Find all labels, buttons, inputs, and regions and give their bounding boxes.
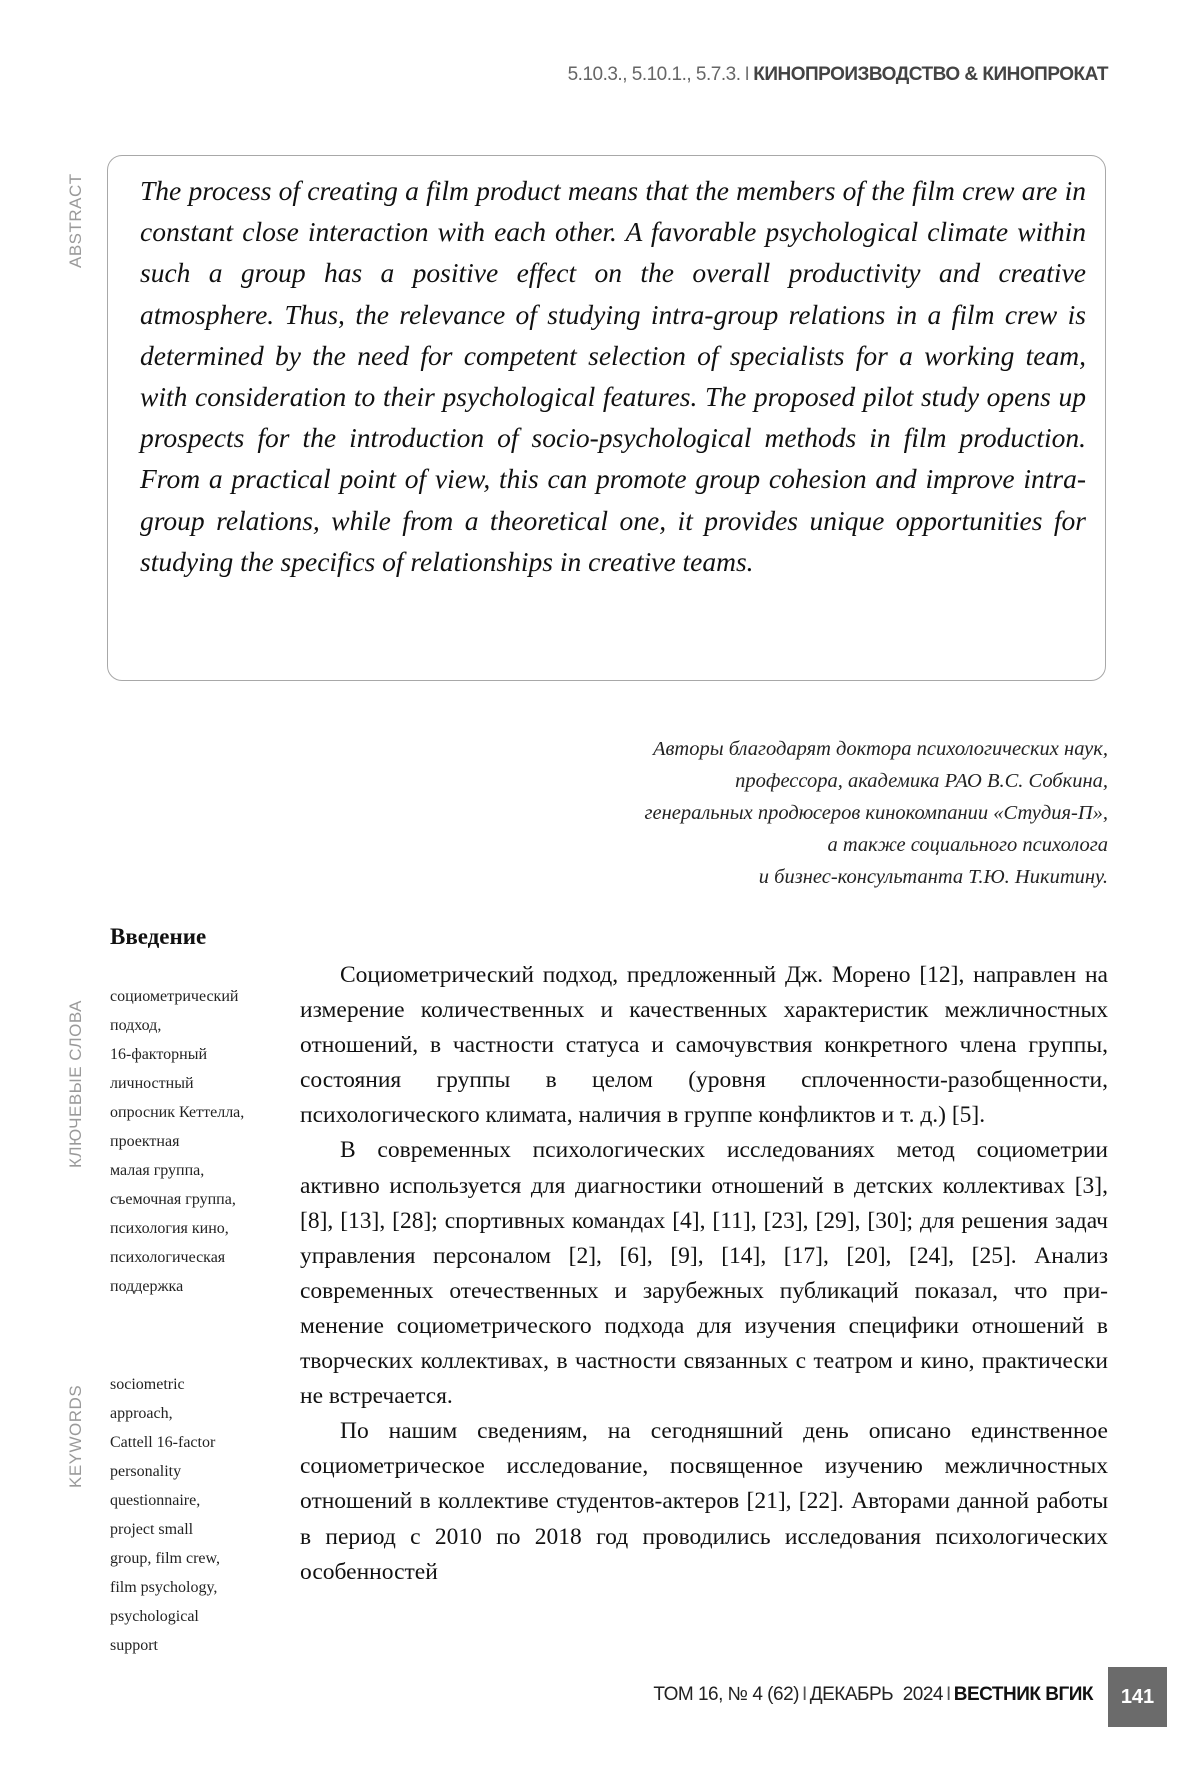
keywords-ru-side-label: КЛЮЧЕВЫЕ СЛОВА	[66, 1000, 85, 1168]
subject-codes: 5.10.3., 5.10.1., 5.7.3.	[567, 64, 741, 85]
section-title: КИНОПРОИЗВОДСТВО & КИНОПРОКАТ	[753, 64, 1108, 85]
keyword-line: group, film crew,	[110, 1550, 221, 1567]
keyword-line: support	[110, 1637, 158, 1654]
acknowledgment-line: профессора, академика РАО В.С. Собкина,	[735, 770, 1108, 792]
running-footer	[653, 1684, 1093, 1706]
keywords-ru-list	[110, 982, 290, 1301]
volume-issue: ТОМ 16, № 4 (62)	[653, 1684, 799, 1705]
keyword-line: психология кино,	[110, 1220, 229, 1237]
acknowledgment-line: генеральных продюсеров кинокомпании «Студия-П»,	[644, 802, 1108, 824]
acknowledgment	[644, 733, 1108, 893]
acknowledgment-line: и бизнес-консультанта Т.Ю. Никитину.	[758, 866, 1108, 888]
keyword-line: личностный	[110, 1075, 194, 1092]
keyword-line: подход,	[110, 1017, 162, 1034]
keyword-line: поддержка	[110, 1278, 184, 1295]
keywords-en-list	[110, 1370, 290, 1660]
acknowledgment-line: а также социального психолога	[827, 834, 1108, 856]
keyword-line: approach,	[110, 1405, 173, 1422]
abstract-text: The process of creating a film product means that the members of the film crew are in constant close interaction with each other. A favorable psychological climate within such a group has a positive effect on the overall productivity and creative atmosphere. Thus, the relevance of studying intra-group relations in a film crew is determined by the need for competent selection of specialists for a working team, with consideration to their psychological features. The proposed pilot study opens up prospects for the introduction of socio-psychological methods in film production. From a practical point of view, this can promote group cohesion and improve intra-group relations, while from a theoretical one, it provides unique opportunities for studying the specifics of relationships in creative teams.	[140, 175, 1086, 577]
keyword-line: film psychology,	[110, 1579, 218, 1596]
keywords-en-side-label: KEYWORDS	[66, 1384, 85, 1488]
body-text	[300, 958, 1108, 1590]
keyword-line: 16-факторный	[110, 1046, 208, 1063]
issue-date: ДЕКАБРЬ 2024	[809, 1684, 943, 1705]
keyword-line: съемочная группа,	[110, 1191, 236, 1208]
section-heading-introduction: Введение	[110, 924, 207, 949]
keyword-line: социометрический	[110, 988, 239, 1005]
keyword-line: опросник Кеттелла,	[110, 1104, 245, 1121]
header-separator: I	[744, 64, 750, 85]
body-paragraph: По нашим сведениям, на сегодняшний день описано единственное социометрическое исследование, посвященное изучению межличностных отношений в коллективе студентов-актеров [21], [22]. Авторами данной работы в период с 2010 по 2018 год проводились исследования психологических особенностей	[300, 1418, 1108, 1585]
page-number-badge: 141	[1108, 1667, 1167, 1727]
body-paragraph: В современных психологических исследованиях метод социометрии активно используется для диагностики отношений в детских коллективах [3], [8], [13], [28]; спортивных командах [4], [11], [23], [29], [30]; для решения задач управления персоналом [2], [6], [9], [14], [17], [20], [24], [25]. Анализ современных отечественных и зарубежных публикаций показал, что применение социометрического подхода для изучения специфики отношений в творческих коллективах, в частности связанных с театром и кино, практически не встречается.	[300, 1137, 1108, 1410]
running-header	[568, 64, 1108, 86]
footer-separator: I	[945, 1684, 951, 1705]
keyword-line: questionnaire,	[110, 1492, 201, 1509]
keyword-line: project small	[110, 1521, 194, 1538]
keyword-line: sociometric	[110, 1376, 185, 1393]
acknowledgment-line: Авторы благодарят доктора психологических наук,	[653, 738, 1108, 760]
keyword-line: Cattell 16-factor	[110, 1434, 216, 1451]
keyword-line: психологическая	[110, 1249, 226, 1266]
keyword-line: personality	[110, 1463, 182, 1480]
journal-name: ВЕСТНИК ВГИК	[953, 1684, 1093, 1705]
keyword-line: psychological	[110, 1608, 199, 1625]
keyword-line: малая группа,	[110, 1162, 205, 1179]
footer-separator: I	[801, 1684, 807, 1705]
abstract-side-label: ABSTRACT	[66, 173, 85, 268]
keyword-line: проектная	[110, 1133, 180, 1150]
body-paragraph: Социометрический подход, предложенный Дж. Морено [12], направлен на измерение количественных и качественных характеристик межличностных отношений, в частности статуса и самочувствия конкретного члена группы, состояния группы в целом (уровня сплоченности-разобщенности, психологического климата, наличия в группе конфликтов и т. д.) [5].	[300, 962, 1108, 1129]
